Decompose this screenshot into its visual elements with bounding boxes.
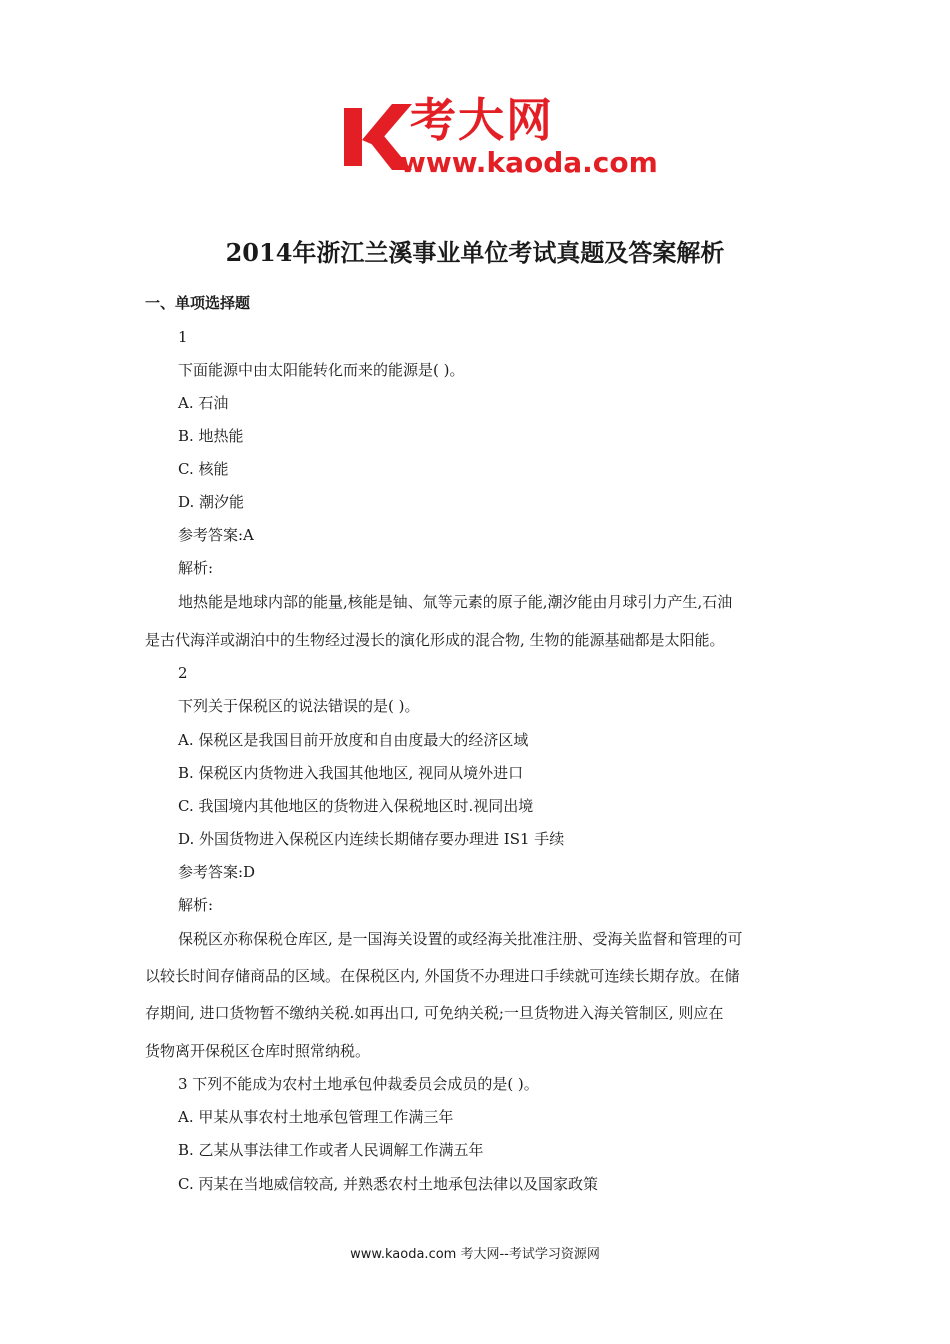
page-footer: www.kaoda.com 考大网--考试学习资源网 [350, 1247, 600, 1262]
logo-url: www.kaoda.com [400, 146, 658, 179]
analysis-line: 地热能是地球内部的能量,核能是铀、氚等元素的原子能,潮汐能由月球引力产生,石油 [178, 593, 733, 611]
logo-chinese-name: 考大网 [410, 93, 554, 147]
analysis-line: 存期间, 进口货物暂不缴纳关税.如再出口, 可免纳关税;一旦货物进入海关管制区, 则应在 [145, 1004, 724, 1022]
analysis-line: 以较长时间存储商品的区域。在保税区内, 外国货不办理进口手续就可连续长期存放。在储 [145, 967, 740, 985]
option-a: A. 甲某从事农村土地承包管理工作满三年 [178, 1108, 454, 1126]
option-b: B. 地热能 [178, 427, 244, 445]
analysis-label: 解析: [178, 559, 214, 577]
analysis-label: 解析: [178, 896, 214, 914]
analysis-line: 保税区亦称保税仓库区, 是一国海关设置的或经海关批准注册、受海关监督和管理的可 [178, 930, 743, 948]
document-title: 2014年浙江兰溪事业单位考试真题及答案解析 [225, 238, 725, 267]
option-a: A. 保税区是我国目前开放度和自由度最大的经济区域 [178, 731, 529, 749]
option-d: D. 外国货物进入保税区内连续长期储存要办理进 IS1 手续 [178, 830, 565, 848]
question-stem: 3 下列不能成为农村土地承包仲裁委员会成员的是( )。 [178, 1075, 539, 1093]
analysis-line: 是古代海洋或湖泊中的生物经过漫长的演化形成的混合物, 生物的能源基础都是太阳能。 [145, 631, 725, 649]
option-b: B. 保税区内货物进入我国其他地区, 视同从境外进口 [178, 764, 524, 782]
option-c: C. 我国境内其他地区的货物进入保税地区时.视同出境 [178, 797, 534, 815]
option-c: C. 丙某在当地威信较高, 并熟悉农村土地承包法律以及国家政策 [178, 1175, 599, 1193]
section-heading: 一、单项选择题 [145, 294, 251, 312]
analysis-line: 货物离开保税区仓库时照常纳税。 [145, 1042, 371, 1060]
option-a: A. 石油 [178, 394, 229, 412]
question-stem: 下面能源中由太阳能转化而来的能源是( )。 [178, 361, 465, 379]
answer: 参考答案:A [178, 526, 254, 544]
question-stem: 下列关于保税区的说法错误的是( )。 [178, 697, 420, 715]
kaoda-logo [340, 93, 670, 186]
question-number: 2 [178, 664, 188, 682]
option-b: B. 乙某从事法律工作或者人民调解工作满五年 [178, 1141, 484, 1159]
option-d: D. 潮汐能 [178, 493, 245, 511]
answer: 参考答案:D [178, 863, 256, 881]
question-number: 1 [178, 328, 188, 346]
option-c: C. 核能 [178, 460, 229, 478]
